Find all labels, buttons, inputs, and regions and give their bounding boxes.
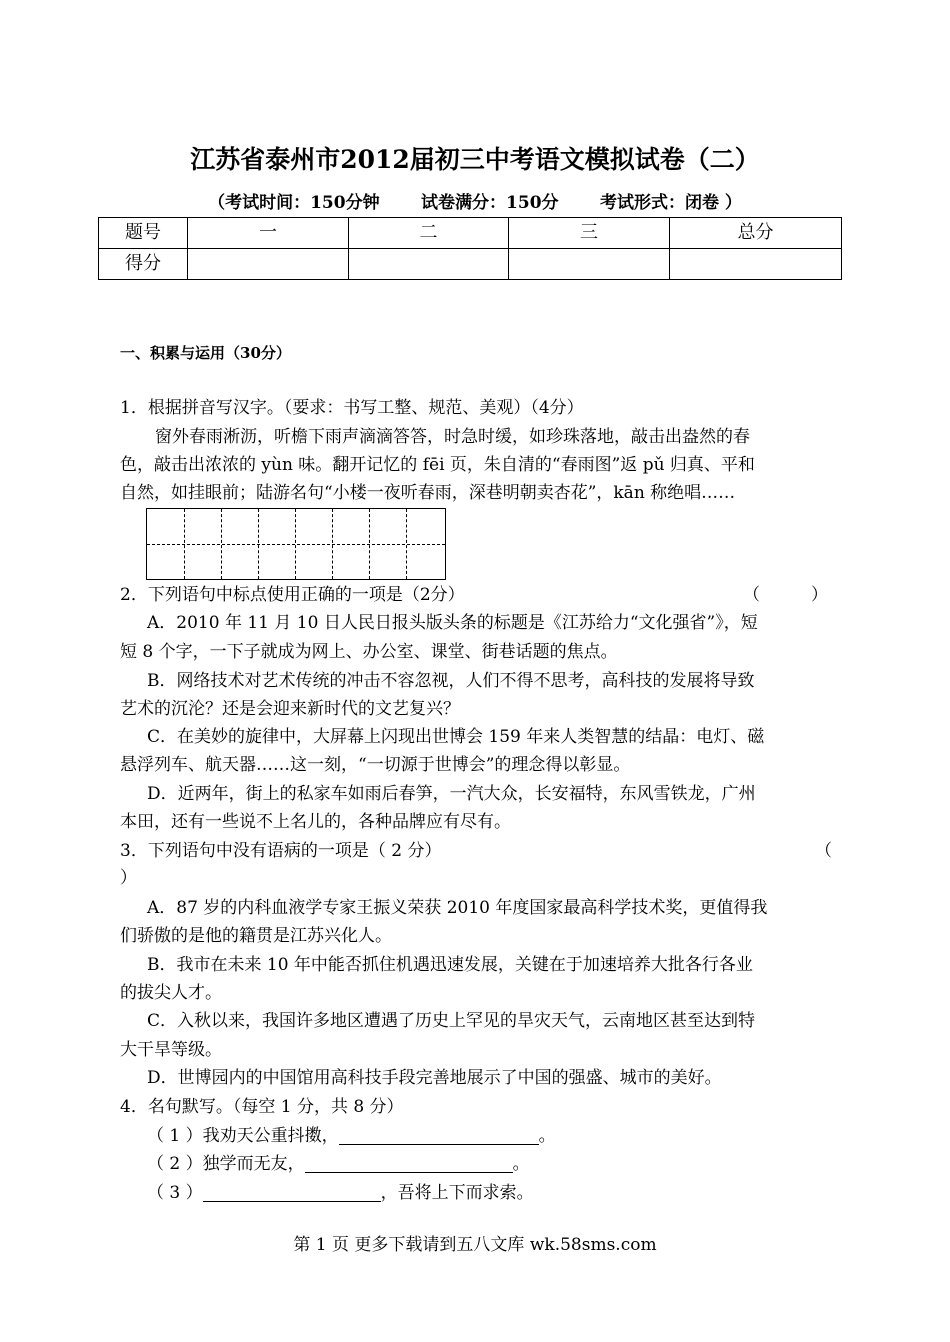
score-row-label: 得分: [99, 249, 188, 280]
q3-stem: 3．下列语句中没有语病的一项是（ 2 分）: [120, 841, 442, 861]
q4-item-2-prompt: （ 2 ）独学而无友，: [147, 1154, 305, 1174]
q3-option-a-cont: 们骄傲的是他的籍贯是江苏兴化人。: [120, 926, 392, 946]
grid-divider: [184, 509, 185, 579]
score-cell: [670, 249, 842, 280]
q2-option-a: A．2010 年 11 月 10 日人民日报头版头条的标题是《江苏给力“文化强省”》，短: [147, 613, 758, 633]
q4-answer-blank-1[interactable]: [339, 1126, 539, 1145]
q2-option-c: C．在美妙的旋律中，大屏幕上闪现出世博会 159 年来人类智慧的结晶：电灯、磁: [147, 727, 765, 747]
q2-option-b: B．网络技术对艺术传统的冲击不容忽视，人们不得不思考，高科技的发展将导致: [147, 671, 755, 691]
q4-stem: 4．名句默写。（每空 1 分，共 8 分）: [120, 1097, 404, 1117]
q2-option-b-cont: 艺术的沉沦？还是会迎来新时代的文艺复兴？: [120, 699, 460, 719]
score-table-row: [99, 249, 842, 280]
q4-item-3-end: ，吾将上下而求索。: [380, 1183, 534, 1203]
grid-divider: [221, 509, 222, 579]
score-table-header: 题号: [99, 218, 188, 249]
exam-time: （考试时间：150分钟: [208, 193, 380, 213]
score-cell: [509, 249, 670, 280]
q3-option-a: A．87 岁的内科血液学专家王振义荣获 2010 年度国家最高科学技术奖，更值得我: [147, 898, 768, 918]
exam-full-score: 试卷满分：150分: [421, 193, 559, 213]
page-title: 江苏省泰州市2012届初三中考语文模拟试卷（二）: [190, 145, 760, 174]
grid-divider: [258, 509, 259, 579]
q2-answer-paren: （ ）: [743, 585, 828, 605]
page-footer: 第 1 页 更多下载请到五八文库 wk.58sms.com: [293, 1235, 657, 1255]
score-cell: [188, 249, 349, 280]
score-table: [98, 217, 842, 280]
q2-option-d: D．近两年，街上的私家车如雨后春笋，一汽大众，长安福特，东风雪铁龙，广州: [147, 784, 756, 804]
q1-passage-line: 窗外春雨淅沥，听檐下雨声滴滴答答，时急时缓，如珍珠落地，敲击出盎然的春: [155, 427, 750, 447]
q3-answer-paren-close: ）: [120, 868, 137, 888]
score-table-header: 三: [509, 218, 670, 249]
q4-item-3: [147, 1181, 534, 1205]
grid-midline: [147, 544, 445, 545]
score-table-header-row: [99, 218, 842, 249]
q4-item-2-end: 。: [512, 1154, 530, 1174]
q2-option-c-cont: 悬浮列车、航天器……这一刻，“一切源于世博会”的理念得以彰显。: [120, 755, 631, 775]
q2-stem: 2．下列语句中标点使用正确的一项是（2分）: [120, 585, 465, 605]
grid-divider: [369, 509, 370, 579]
q3-option-c-cont: 大干旱等级。: [120, 1040, 222, 1060]
q3-option-b-cont: 的拔尖人才。: [120, 983, 222, 1003]
q2-option-d-cont: 本田，还有一些说不上名儿的，各种品牌应有尽有。: [120, 812, 511, 832]
grid-divider: [332, 509, 333, 579]
q1-stem: 1．根据拼音写汉字。（要求：书写工整、规范、美观）（4分）: [120, 398, 584, 418]
q3-option-c: C．入秋以来，我国许多地区遭遇了历史上罕见的旱灾天气，云南地区甚至达到特: [147, 1011, 756, 1031]
grid-divider: [406, 509, 407, 579]
writing-grid: [146, 508, 446, 580]
score-table-header: 二: [349, 218, 509, 249]
q4-item-2: [147, 1152, 530, 1176]
q4-answer-blank-2[interactable]: [305, 1154, 513, 1173]
q4-answer-blank-3[interactable]: [203, 1183, 381, 1202]
q4-item-1: [147, 1124, 556, 1148]
q4-item-1-prompt: （ 1 ）我劝天公重抖擞，: [147, 1126, 339, 1146]
q2-option-a-cont: 短 8 个字，一下子就成为网上、办公室、课堂、街巷话题的焦点。: [120, 642, 618, 662]
score-table-header: 一: [188, 218, 349, 249]
q1-passage-line: 色，敲击出浓浓的 yùn 味。翻开记忆的 fēi 页，朱自清的“春雨图”返 pǔ 归真、平和: [120, 455, 755, 475]
score-table-header: 总分: [670, 218, 842, 249]
q4-item-1-end: 。: [538, 1126, 556, 1146]
score-cell: [349, 249, 509, 280]
exam-form: 考试形式：闭卷 ）: [599, 193, 742, 213]
q3-option-b: B．我市在未来 10 年中能否抓住机遇迅速发展，关键在于加速培养大批各行各业: [147, 955, 753, 975]
q4-item-3-prompt: （ 3 ）: [147, 1183, 203, 1203]
q3-option-d: D．世博园内的中国馆用高科技手段完善地展示了中国的强盛、城市的美好。: [147, 1068, 722, 1088]
exam-info: [0, 188, 950, 213]
grid-divider: [295, 509, 296, 579]
q1-passage-line: 自然，如挂眼前；陆游名句“小楼一夜听春雨，深巷明朝卖杏花”，kān 称绝唱……: [120, 483, 736, 503]
section-heading: 一、积累与运用（30分）: [120, 344, 291, 362]
q3-answer-paren-open: （: [815, 841, 832, 861]
